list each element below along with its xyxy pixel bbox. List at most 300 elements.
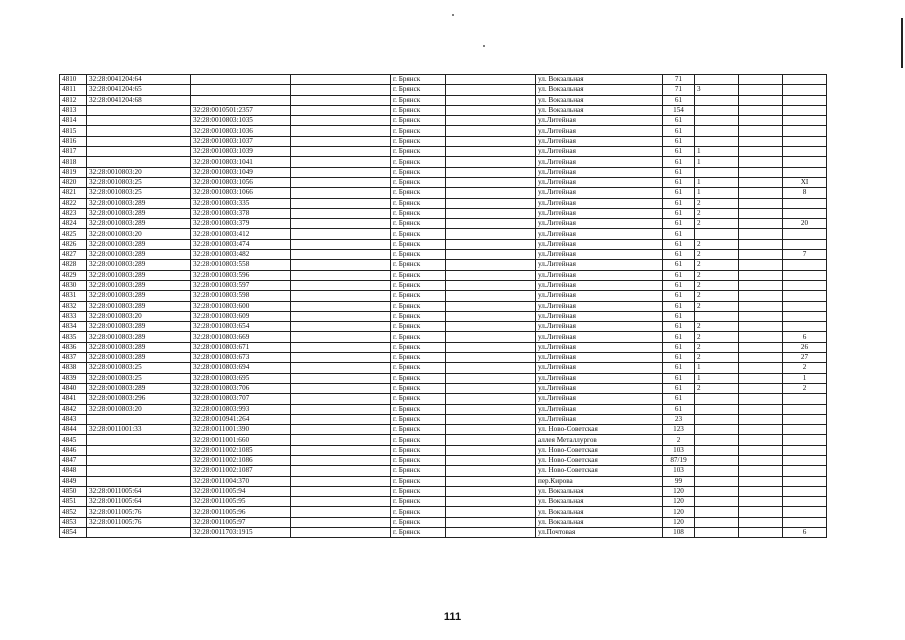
cadastral-number-cell: 32:28:0010803:706 bbox=[191, 383, 291, 393]
table-row bbox=[60, 455, 827, 465]
table-row bbox=[60, 208, 827, 218]
cadastral-number-cell: 32:28:0011001:660 bbox=[191, 435, 291, 445]
table-row bbox=[60, 219, 827, 229]
table-row bbox=[60, 105, 827, 115]
empty-cell bbox=[739, 445, 783, 455]
empty-cell bbox=[291, 435, 391, 445]
city-cell: г. Брянск bbox=[391, 280, 446, 290]
cadastral-number-cell: 32:28:0011002:1086 bbox=[191, 455, 291, 465]
row-number-cell: 4823 bbox=[60, 208, 87, 218]
table-row bbox=[60, 466, 827, 476]
extra-b-cell bbox=[783, 280, 827, 290]
extra-a-cell: 1 bbox=[695, 157, 739, 167]
house-number-cell: 61 bbox=[663, 404, 695, 414]
empty-cell bbox=[739, 322, 783, 332]
row-number-cell: 4821 bbox=[60, 188, 87, 198]
extra-b-cell bbox=[783, 455, 827, 465]
street-cell: ул.Литейная bbox=[536, 147, 663, 157]
extra-a-cell bbox=[695, 75, 739, 85]
row-number-cell: 4831 bbox=[60, 291, 87, 301]
table-row bbox=[60, 147, 827, 157]
empty-cell bbox=[446, 177, 536, 187]
extra-a-cell: 2 bbox=[695, 332, 739, 342]
extra-b-cell: 7 bbox=[783, 250, 827, 260]
cadastral-number-cell: 32:28:0010501:2357 bbox=[191, 105, 291, 115]
street-cell: ул.Литейная bbox=[536, 188, 663, 198]
table-row bbox=[60, 301, 827, 311]
house-number-cell: 103 bbox=[663, 445, 695, 455]
street-cell: ул. Вокзальная bbox=[536, 75, 663, 85]
cadastral-parent-cell bbox=[87, 435, 191, 445]
table-row bbox=[60, 517, 827, 527]
empty-cell bbox=[446, 75, 536, 85]
street-cell: ул.Литейная bbox=[536, 167, 663, 177]
table-row bbox=[60, 116, 827, 126]
row-number-cell: 4835 bbox=[60, 332, 87, 342]
cadastral-parent-cell: 32:28:0010803:25 bbox=[87, 188, 191, 198]
row-number-cell: 4824 bbox=[60, 219, 87, 229]
street-cell: ул.Литейная bbox=[536, 219, 663, 229]
street-cell: ул.Литейная bbox=[536, 414, 663, 424]
extra-b-cell bbox=[783, 116, 827, 126]
empty-cell bbox=[739, 394, 783, 404]
street-cell: ул.Литейная bbox=[536, 342, 663, 352]
house-number-cell: 61 bbox=[663, 363, 695, 373]
empty-cell bbox=[739, 208, 783, 218]
table-row bbox=[60, 425, 827, 435]
cadastral-parent-cell: 32:28:0010803:25 bbox=[87, 363, 191, 373]
house-number-cell: 61 bbox=[663, 126, 695, 136]
empty-cell bbox=[739, 373, 783, 383]
extra-a-cell bbox=[695, 517, 739, 527]
house-number-cell: 61 bbox=[663, 342, 695, 352]
cadastral-number-cell: 32:28:0010803:1037 bbox=[191, 136, 291, 146]
street-cell: ул.Литейная bbox=[536, 322, 663, 332]
empty-cell bbox=[291, 260, 391, 270]
extra-a-cell bbox=[695, 466, 739, 476]
cadastral-number-cell: 32:28:0010803:695 bbox=[191, 373, 291, 383]
empty-cell bbox=[291, 239, 391, 249]
cadastral-parent-cell: 32:28:0010803:20 bbox=[87, 229, 191, 239]
house-number-cell: 61 bbox=[663, 332, 695, 342]
city-cell: г. Брянск bbox=[391, 250, 446, 260]
page-number: 111 bbox=[443, 611, 462, 623]
house-number-cell: 120 bbox=[663, 486, 695, 496]
street-cell: ул.Литейная bbox=[536, 250, 663, 260]
empty-cell bbox=[446, 363, 536, 373]
empty-cell bbox=[291, 147, 391, 157]
empty-cell bbox=[291, 497, 391, 507]
house-number-cell: 61 bbox=[663, 157, 695, 167]
house-number-cell: 61 bbox=[663, 219, 695, 229]
extra-a-cell bbox=[695, 105, 739, 115]
cadastral-parent-cell bbox=[87, 445, 191, 455]
extra-b-cell bbox=[783, 394, 827, 404]
extra-a-cell bbox=[695, 136, 739, 146]
city-cell: г. Брянск bbox=[391, 198, 446, 208]
extra-b-cell bbox=[783, 322, 827, 332]
extra-a-cell bbox=[695, 394, 739, 404]
cadastral-number-cell: 32:28:0010803:993 bbox=[191, 404, 291, 414]
extra-a-cell: 1 bbox=[695, 147, 739, 157]
row-number-cell: 4819 bbox=[60, 167, 87, 177]
empty-cell bbox=[739, 75, 783, 85]
city-cell: г. Брянск bbox=[391, 363, 446, 373]
empty-cell bbox=[446, 373, 536, 383]
empty-cell bbox=[739, 136, 783, 146]
table-row bbox=[60, 394, 827, 404]
cadastral-parent-cell: 32:28:0010803:289 bbox=[87, 260, 191, 270]
empty-cell bbox=[739, 291, 783, 301]
extra-b-cell: 8 bbox=[783, 188, 827, 198]
empty-cell bbox=[739, 353, 783, 363]
street-cell: ул. Ново-Советская bbox=[536, 445, 663, 455]
street-cell: ул. Вокзальная bbox=[536, 507, 663, 517]
empty-cell bbox=[291, 394, 391, 404]
table-row bbox=[60, 476, 827, 486]
street-cell: ул.Литейная bbox=[536, 291, 663, 301]
cadastral-parent-cell bbox=[87, 105, 191, 115]
cadastral-parent-cell: 32:28:0010803:25 bbox=[87, 373, 191, 383]
empty-cell bbox=[446, 507, 536, 517]
row-number-cell: 4832 bbox=[60, 301, 87, 311]
extra-b-cell bbox=[783, 85, 827, 95]
row-number-cell: 4811 bbox=[60, 85, 87, 95]
empty-cell bbox=[739, 497, 783, 507]
cadastral-number-cell: 32:28:0010803:1056 bbox=[191, 177, 291, 187]
street-cell: ул. Вокзальная bbox=[536, 95, 663, 105]
cadastral-number-cell: 32:28:0010803:1035 bbox=[191, 116, 291, 126]
extra-a-cell bbox=[695, 116, 739, 126]
empty-cell bbox=[739, 507, 783, 517]
row-number-cell: 4834 bbox=[60, 322, 87, 332]
cadastral-number-cell: 32:28:0010803:673 bbox=[191, 353, 291, 363]
empty-cell bbox=[739, 332, 783, 342]
table-row bbox=[60, 332, 827, 342]
cadastral-parent-cell bbox=[87, 476, 191, 486]
empty-cell bbox=[291, 445, 391, 455]
extra-a-cell: 2 bbox=[695, 270, 739, 280]
empty-cell bbox=[446, 517, 536, 527]
city-cell: г. Брянск bbox=[391, 239, 446, 249]
extra-a-cell bbox=[695, 425, 739, 435]
row-number-cell: 4846 bbox=[60, 445, 87, 455]
city-cell: г. Брянск bbox=[391, 435, 446, 445]
cadastral-parent-cell: 32:28:0010803:289 bbox=[87, 198, 191, 208]
extra-b-cell bbox=[783, 208, 827, 218]
empty-cell bbox=[291, 528, 391, 538]
city-cell: г. Брянск bbox=[391, 322, 446, 332]
row-number-cell: 4815 bbox=[60, 126, 87, 136]
empty-cell bbox=[291, 126, 391, 136]
empty-cell bbox=[739, 116, 783, 126]
empty-cell bbox=[291, 363, 391, 373]
empty-cell bbox=[446, 157, 536, 167]
city-cell: г. Брянск bbox=[391, 157, 446, 167]
house-number-cell: 61 bbox=[663, 147, 695, 157]
empty-cell bbox=[291, 270, 391, 280]
house-number-cell: 61 bbox=[663, 250, 695, 260]
city-cell: г. Брянск bbox=[391, 116, 446, 126]
table-row bbox=[60, 95, 827, 105]
city-cell: г. Брянск bbox=[391, 126, 446, 136]
cadastral-parent-cell: 32:28:0010803:289 bbox=[87, 208, 191, 218]
street-cell: ул.Литейная bbox=[536, 373, 663, 383]
cadastral-number-cell: 32:28:0010803:474 bbox=[191, 239, 291, 249]
city-cell: г. Брянск bbox=[391, 291, 446, 301]
cadastral-number-cell: 32:28:0010803:482 bbox=[191, 250, 291, 260]
city-cell: г. Брянск bbox=[391, 404, 446, 414]
empty-cell bbox=[291, 136, 391, 146]
city-cell: г. Брянск bbox=[391, 208, 446, 218]
extra-b-cell bbox=[783, 95, 827, 105]
extra-b-cell: 26 bbox=[783, 342, 827, 352]
city-cell: г. Брянск bbox=[391, 260, 446, 270]
table-row bbox=[60, 404, 827, 414]
table-row bbox=[60, 177, 827, 187]
table-row bbox=[60, 198, 827, 208]
row-number-cell: 4841 bbox=[60, 394, 87, 404]
cadastral-parent-cell: 32:28:0010803:289 bbox=[87, 250, 191, 260]
city-cell: г. Брянск bbox=[391, 383, 446, 393]
extra-a-cell bbox=[695, 229, 739, 239]
street-cell: ул.Литейная bbox=[536, 353, 663, 363]
extra-a-cell: 2 bbox=[695, 342, 739, 352]
table-row bbox=[60, 270, 827, 280]
empty-cell bbox=[291, 476, 391, 486]
street-cell: ул.Литейная bbox=[536, 383, 663, 393]
street-cell: ул.Литейная bbox=[536, 270, 663, 280]
house-number-cell: 23 bbox=[663, 414, 695, 424]
row-number-cell: 4847 bbox=[60, 455, 87, 465]
empty-cell bbox=[446, 486, 536, 496]
table-row bbox=[60, 167, 827, 177]
extra-a-cell: 2 bbox=[695, 322, 739, 332]
city-cell: г. Брянск bbox=[391, 136, 446, 146]
street-cell: ул.Литейная bbox=[536, 260, 663, 270]
house-number-cell: 61 bbox=[663, 116, 695, 126]
cadastral-number-cell: 32:28:0010803:600 bbox=[191, 301, 291, 311]
house-number-cell: 61 bbox=[663, 260, 695, 270]
table-row bbox=[60, 435, 827, 445]
street-cell: ул. Ново-Советская bbox=[536, 466, 663, 476]
extra-b-cell: XI bbox=[783, 177, 827, 187]
empty-cell bbox=[739, 486, 783, 496]
empty-cell bbox=[446, 414, 536, 424]
cadastral-number-cell: 32:28:0010803:671 bbox=[191, 342, 291, 352]
house-number-cell: 61 bbox=[663, 239, 695, 249]
street-cell: ул. Вокзальная bbox=[536, 497, 663, 507]
empty-cell bbox=[446, 342, 536, 352]
empty-cell bbox=[446, 270, 536, 280]
row-number-cell: 4829 bbox=[60, 270, 87, 280]
city-cell: г. Брянск bbox=[391, 486, 446, 496]
cadastral-number-cell: 32:28:0010803:654 bbox=[191, 322, 291, 332]
extra-b-cell: 6 bbox=[783, 528, 827, 538]
cadastral-number-cell: 32:28:0011001:390 bbox=[191, 425, 291, 435]
cadastral-parent-cell bbox=[87, 466, 191, 476]
street-cell: ул.Литейная bbox=[536, 332, 663, 342]
cadastral-parent-cell: 32:28:0010803:289 bbox=[87, 322, 191, 332]
extra-a-cell bbox=[695, 528, 739, 538]
empty-cell bbox=[446, 445, 536, 455]
house-number-cell: 61 bbox=[663, 311, 695, 321]
extra-a-cell: 2 bbox=[695, 239, 739, 249]
extra-a-cell: 1 bbox=[695, 188, 739, 198]
empty-cell bbox=[291, 507, 391, 517]
extra-a-cell bbox=[695, 445, 739, 455]
city-cell: г. Брянск bbox=[391, 311, 446, 321]
extra-b-cell bbox=[783, 301, 827, 311]
street-cell: ул.Литейная bbox=[536, 301, 663, 311]
row-number-cell: 4850 bbox=[60, 486, 87, 496]
cadastral-number-cell: 32:28:0010803:694 bbox=[191, 363, 291, 373]
street-cell: ул.Литейная bbox=[536, 116, 663, 126]
row-number-cell: 4843 bbox=[60, 414, 87, 424]
extra-a-cell: 2 bbox=[695, 198, 739, 208]
cadastral-parent-cell: 32:28:0010803:20 bbox=[87, 311, 191, 321]
empty-cell bbox=[739, 404, 783, 414]
cadastral-number-cell: 32:28:0010803:609 bbox=[191, 311, 291, 321]
house-number-cell: 61 bbox=[663, 280, 695, 290]
cadastral-parent-cell: 32:28:0010803:289 bbox=[87, 383, 191, 393]
house-number-cell: 61 bbox=[663, 383, 695, 393]
house-number-cell: 103 bbox=[663, 466, 695, 476]
empty-cell bbox=[739, 517, 783, 527]
extra-a-cell: 2 bbox=[695, 280, 739, 290]
extra-b-cell bbox=[783, 147, 827, 157]
extra-a-cell bbox=[695, 476, 739, 486]
extra-b-cell bbox=[783, 517, 827, 527]
empty-cell bbox=[446, 476, 536, 486]
empty-cell bbox=[446, 208, 536, 218]
house-number-cell: 61 bbox=[663, 167, 695, 177]
empty-cell bbox=[739, 528, 783, 538]
empty-cell bbox=[291, 85, 391, 95]
cadastral-parent-cell: 32:28:0010803:20 bbox=[87, 167, 191, 177]
table-row bbox=[60, 497, 827, 507]
empty-cell bbox=[291, 301, 391, 311]
empty-cell bbox=[291, 311, 391, 321]
empty-cell bbox=[291, 486, 391, 496]
empty-cell bbox=[291, 342, 391, 352]
cadastral-number-cell: 32:28:0010803:1066 bbox=[191, 188, 291, 198]
cadastral-parent-cell: 32:28:0011005:64 bbox=[87, 497, 191, 507]
extra-a-cell: 3 bbox=[695, 85, 739, 95]
row-number-cell: 4820 bbox=[60, 177, 87, 187]
empty-cell bbox=[291, 75, 391, 85]
street-cell: пер.Кирова bbox=[536, 476, 663, 486]
empty-cell bbox=[739, 95, 783, 105]
extra-b-cell bbox=[783, 497, 827, 507]
extra-b-cell bbox=[783, 260, 827, 270]
extra-b-cell bbox=[783, 239, 827, 249]
street-cell: ул.Литейная bbox=[536, 311, 663, 321]
empty-cell bbox=[446, 383, 536, 393]
extra-b-cell bbox=[783, 404, 827, 414]
cadastral-number-cell: 32:28:0010803:597 bbox=[191, 280, 291, 290]
house-number-cell: 120 bbox=[663, 497, 695, 507]
extra-a-cell bbox=[695, 486, 739, 496]
house-number-cell: 61 bbox=[663, 95, 695, 105]
empty-cell bbox=[291, 280, 391, 290]
extra-b-cell: 6 bbox=[783, 332, 827, 342]
empty-cell bbox=[446, 311, 536, 321]
cadastral-number-cell: 32:28:0011005:97 bbox=[191, 517, 291, 527]
cadastral-parent-cell: 32:28:0010803:289 bbox=[87, 291, 191, 301]
empty-cell bbox=[291, 404, 391, 414]
cadastral-number-cell: 32:28:0010803:1049 bbox=[191, 167, 291, 177]
house-number-cell: 87/19 bbox=[663, 455, 695, 465]
row-number-cell: 4844 bbox=[60, 425, 87, 435]
city-cell: г. Брянск bbox=[391, 507, 446, 517]
empty-cell bbox=[739, 198, 783, 208]
empty-cell bbox=[739, 229, 783, 239]
cadastral-parent-cell: 32:28:0010803:289 bbox=[87, 270, 191, 280]
extra-b-cell bbox=[783, 435, 827, 445]
cadastral-number-cell: 32:28:0010803:669 bbox=[191, 332, 291, 342]
city-cell: г. Брянск bbox=[391, 342, 446, 352]
city-cell: г. Брянск bbox=[391, 394, 446, 404]
row-number-cell: 4839 bbox=[60, 373, 87, 383]
extra-a-cell: 2 bbox=[695, 291, 739, 301]
empty-cell bbox=[291, 105, 391, 115]
row-number-cell: 4833 bbox=[60, 311, 87, 321]
empty-cell bbox=[739, 126, 783, 136]
empty-cell bbox=[739, 250, 783, 260]
cadastral-parent-cell: 32:28:0010803:289 bbox=[87, 353, 191, 363]
table-row bbox=[60, 414, 827, 424]
empty-cell bbox=[739, 105, 783, 115]
table-row bbox=[60, 75, 827, 85]
table-row bbox=[60, 229, 827, 239]
house-number-cell: 61 bbox=[663, 208, 695, 218]
house-number-cell: 61 bbox=[663, 136, 695, 146]
cadastral-number-cell: 32:28:0010803:335 bbox=[191, 198, 291, 208]
cadastral-number-cell: 32:28:0010803:1039 bbox=[191, 147, 291, 157]
registry-table bbox=[59, 74, 827, 538]
empty-cell bbox=[446, 455, 536, 465]
extra-a-cell bbox=[695, 497, 739, 507]
street-cell: ул.Литейная bbox=[536, 198, 663, 208]
row-number-cell: 4838 bbox=[60, 363, 87, 373]
empty-cell bbox=[739, 466, 783, 476]
empty-cell bbox=[291, 250, 391, 260]
street-cell: ул.Литейная bbox=[536, 136, 663, 146]
empty-cell bbox=[291, 414, 391, 424]
empty-cell bbox=[291, 455, 391, 465]
cadastral-parent-cell bbox=[87, 528, 191, 538]
table-row bbox=[60, 353, 827, 363]
row-number-cell: 4825 bbox=[60, 229, 87, 239]
city-cell: г. Брянск bbox=[391, 528, 446, 538]
row-number-cell: 4813 bbox=[60, 105, 87, 115]
extra-b-cell bbox=[783, 157, 827, 167]
extra-a-cell: 1 bbox=[695, 373, 739, 383]
house-number-cell: 108 bbox=[663, 528, 695, 538]
extra-b-cell: 27 bbox=[783, 353, 827, 363]
extra-b-cell bbox=[783, 425, 827, 435]
street-cell: ул. Вокзальная bbox=[536, 105, 663, 115]
street-cell: ул. Вокзальная bbox=[536, 85, 663, 95]
table-row bbox=[60, 85, 827, 95]
extra-b-cell bbox=[783, 270, 827, 280]
extra-b-cell bbox=[783, 75, 827, 85]
empty-cell bbox=[291, 198, 391, 208]
empty-cell bbox=[446, 280, 536, 290]
empty-cell bbox=[739, 270, 783, 280]
extra-b-cell: 2 bbox=[783, 363, 827, 373]
